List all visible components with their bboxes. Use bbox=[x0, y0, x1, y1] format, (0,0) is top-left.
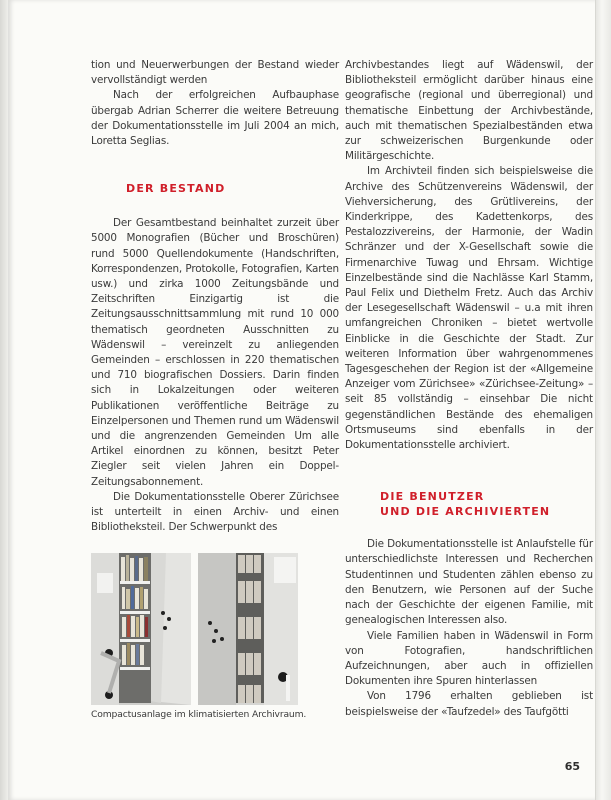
paragraph: Archivbestandes liegt auf Wädenswil, der Bibliotheksteil ermöglicht darüber hinaus eine geografische (regional und überregional) und thematische Einbettung der Archivbestände, auch mit thematischen Spezialbeständen etwa zur schweizerischen Burgenkunde oder Militärgeschichte. bbox=[345, 59, 593, 163]
section-heading-der-bestand: DER BESTAND bbox=[126, 182, 226, 196]
page-edge bbox=[595, 0, 611, 800]
left-column bbox=[91, 58, 339, 722]
paragraph: Der Gesamtbestand beinhaltet zurzeit über 5000 Monografien (Bücher und Broschüren) rund 5000 Quellendokumente (Handschriften, Korrespondenzen, Protokolle, Fotografien, Karten usw.) und zirka 1000 Zeitungsbände und Zeitschriften Einzigartig ist die Zeitungsausschnittsammlung mit rund 10 000 thematisch geordneten Ausschnitten zu Wädenswil – vereinzelt zu anliegenden Gemeinden – erschlossen in 220 thematischen und 710 biografischen Dossiers. Darin finden sich in Lokalzeitungen oder weiteren Publikationen veröffentliche Beiträge zu Einzelpersonen und Themen rund um Wädenswil und die angrenzenden Gemeinden Um alle Artikel einordnen zu können, besitzt Peter Ziegler seit vielen Jahren ein Doppel-Zeitungsabonnement. bbox=[91, 217, 339, 488]
spine-shadow bbox=[0, 0, 8, 800]
paragraph: Von 1796 erhalten geblieben ist beispielsweise der «Taufzedel» des Taufgötti bbox=[345, 690, 593, 718]
photo-pair bbox=[91, 553, 339, 705]
right-column bbox=[345, 58, 593, 720]
paragraph: Im Archivteil finden sich beispielsweise die Archive des Schützenvereins Wädenswil, der Viehversicherung, des Grütlivereins, der Kinderkrippe, des Kadettenkorps, des Pestalozzivereins, der Harmonie, der Wadin Schränzer und der X-Gesellschaft sowie die Firmenarchive Tuwag und Ehrsam. Wichtige Einzelbestände sind die Nachlässe Karl Stamm, Paul Felix und Diethelm Fretz. Auch das Archiv der Lesegesellschaft Wädenswil – u.a mit ihren umfangreichen Chroniken – bietet wertvolle Einblicke in die Geschichte der Stadt. Zur weiteren Information über wahrgenommenes Tagesgeschehen der Region ist der «Allgemeine Anzeiger vom Zürichsee» «Zürichsee-Zeitung» – seit 85 vollständig – einsehbar Die nicht gegenständlichen Bestände des ehemaligen Ortsmuseums sind ebenfalls in der Dokumentationsstelle archiviert. bbox=[345, 165, 593, 452]
photo-caption: Compactusanlage im klimatisierten Archivraum. bbox=[91, 709, 307, 721]
book-page bbox=[8, 0, 596, 800]
paragraph: Die Dokumentationsstelle Oberer Zürichsee ist unterteilt in einen Archiv- und einen Bibliotheksteil. Der Schwerpunkt des bbox=[91, 490, 339, 534]
paragraph: tion und Neuerwerbungen der Bestand wieder vervollständigt werden bbox=[91, 59, 339, 87]
heading-line: UND DIE ARCHIVIERTEN bbox=[380, 505, 551, 519]
paragraph: Die Dokumentationsstelle ist Anlaufstelle für unterschiedlichste Interessen und Recherchen Studentinnen und Studenten zählen ebenso zu den Benutzern, wie Personen auf der Suche nach der Geschichte der eigenen Familie, mit genealogischen Interessen also. bbox=[345, 538, 593, 627]
paragraph: Viele Familien haben in Wädenswil in Form von Fotografien, handschriftlichen Aufzeichnungen, aber auch in offiziellen Dokumenten ihre Spuren hinterlassen bbox=[345, 629, 593, 688]
paragraph: Nach der erfolgreichen Aufbauphase übergab Adrian Scherrer die weitere Betreuung der Dokumentationsstelle im Juli 2004 an mich, Loretta Seglias. bbox=[91, 89, 339, 148]
page-number: 65 bbox=[564, 760, 580, 773]
section-heading-die-benutzer bbox=[345, 489, 593, 519]
heading-line: DIE BENUTZER bbox=[380, 490, 485, 504]
photo-compactus-boxes bbox=[198, 553, 298, 705]
photo-compactus-books bbox=[91, 553, 191, 705]
